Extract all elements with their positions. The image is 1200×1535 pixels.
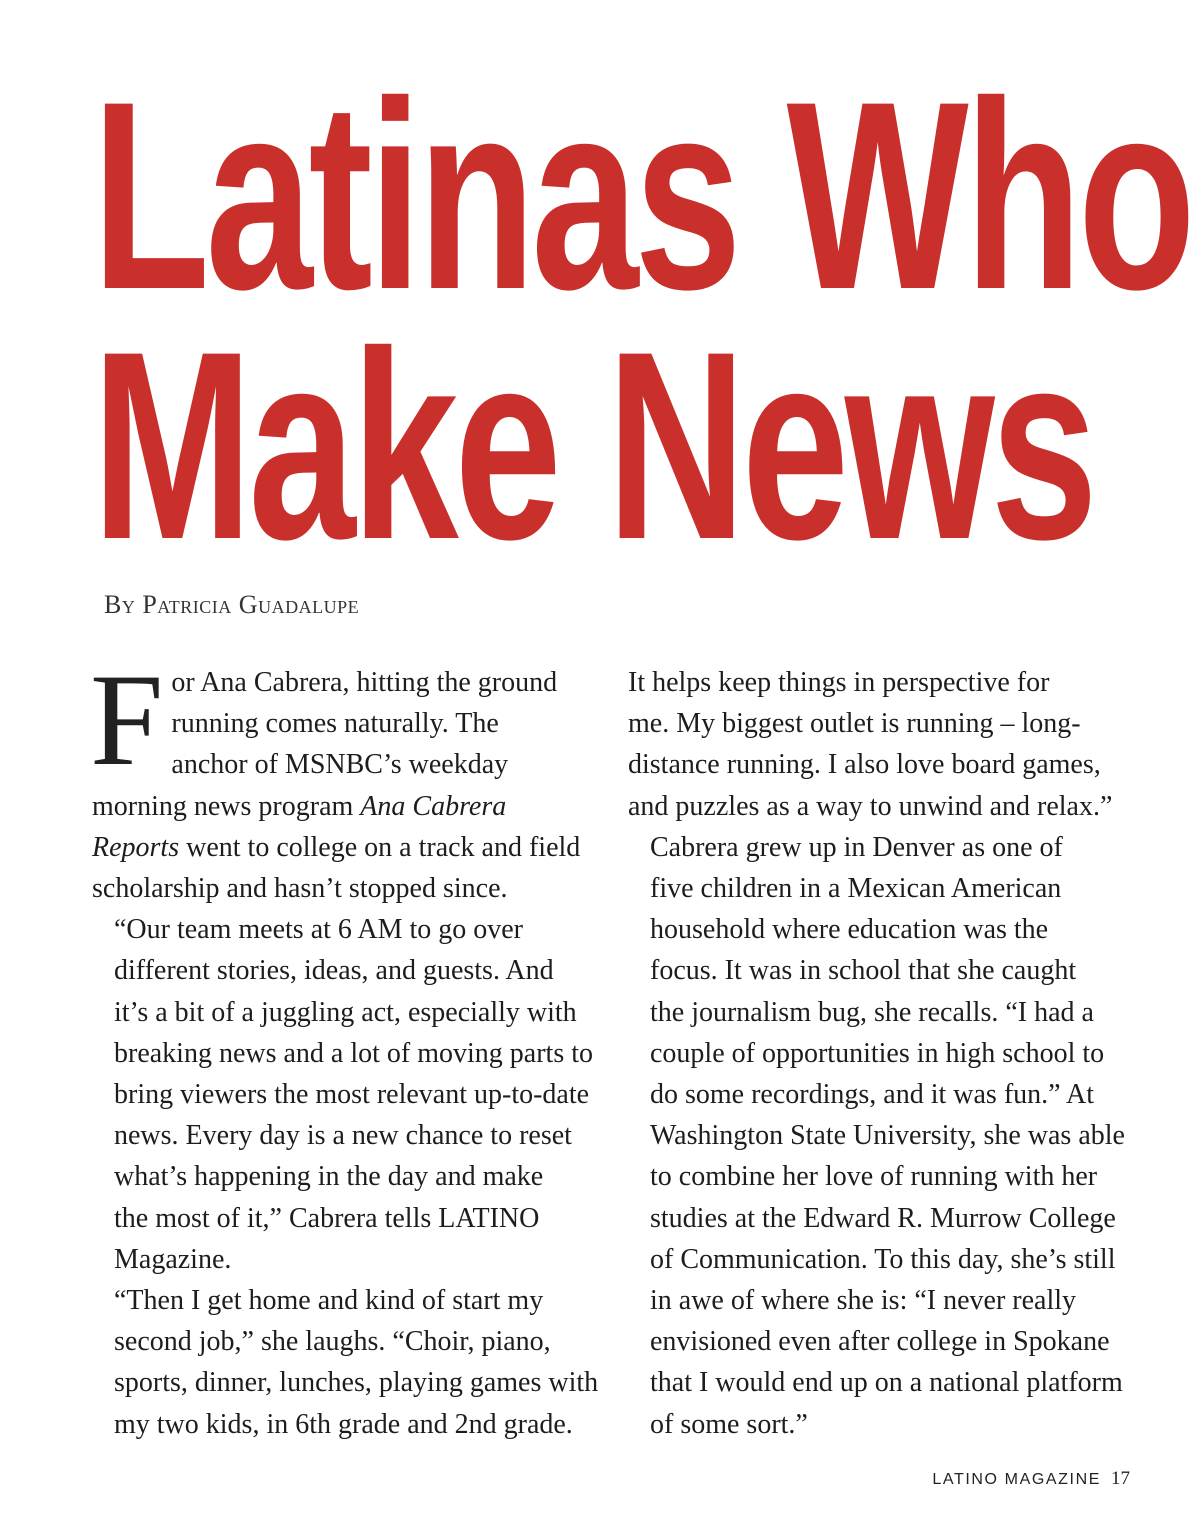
text-line: “Then I get home and kind of start my xyxy=(114,1285,544,1317)
text-line: what’s happening in the day and make xyxy=(114,1161,544,1193)
text-run: went to college on a track and field xyxy=(179,831,581,863)
text-line: it’s a bit of a juggling act, especially with xyxy=(114,996,577,1028)
text-line: breaking news and a lot of moving parts to xyxy=(114,1037,594,1069)
text-run: morning news program xyxy=(92,790,361,822)
text-line: household where education was the xyxy=(650,914,1049,946)
text-line: studies at the Edward R. Murrow College xyxy=(650,1202,1116,1234)
text-line: do some recordings, and it was fun.” At xyxy=(650,1079,1095,1111)
page-footer xyxy=(932,1468,1130,1490)
text-line: anchor of MSNBC’s weekday xyxy=(171,749,509,781)
article-column-left xyxy=(90,646,612,1445)
text-line: “Our team meets at 6 AM to go over xyxy=(114,914,524,946)
text-line: second job,” she laughs. “Choir, piano, xyxy=(114,1326,551,1358)
text-line: Magazine. xyxy=(114,1243,232,1275)
paragraph-4 xyxy=(628,662,1133,827)
text-line: Washington State University, she was able xyxy=(650,1120,1125,1152)
text-line: to combine her love of running with her xyxy=(650,1161,1098,1193)
text-line: and puzzles as a way to unwind and relax.” xyxy=(628,790,1113,822)
text-line: or Ana Cabrera, hitting the ground xyxy=(171,667,558,698)
paragraph-2 xyxy=(92,909,612,1280)
text-line: It helps keep things in perspective for xyxy=(628,667,1050,698)
drop-cap: F xyxy=(90,646,164,793)
text-line: different stories, ideas, and guests. And xyxy=(114,955,554,987)
text-line: envisioned even after college in Spokane xyxy=(650,1326,1110,1358)
paragraph-3 xyxy=(92,1280,612,1445)
text-line: of some sort.” xyxy=(650,1408,808,1440)
text-line: running comes naturally. The xyxy=(171,708,499,740)
page-number: 17 xyxy=(1111,1468,1130,1489)
paragraph-5 xyxy=(628,827,1133,1445)
byline: By Patricia Guadalupe xyxy=(104,590,360,619)
text-line: couple of opportunities in high school to xyxy=(650,1037,1105,1069)
text-line xyxy=(92,827,612,868)
text-line: Cabrera grew up in Denver as one of xyxy=(650,831,1063,863)
show-title: Reports xyxy=(92,831,180,863)
text-line: sports, dinner, lunches, playing games with xyxy=(114,1367,599,1399)
text-line: distance running. I also love board games, xyxy=(628,749,1101,781)
publication-name: LATINO MAGAZINE xyxy=(932,1471,1101,1488)
headline-line-1: Latinas Who xyxy=(92,45,1192,345)
text-line: in awe of where she is: “I never really xyxy=(650,1285,1077,1317)
text-line: me. My biggest outlet is running – long- xyxy=(628,708,1081,740)
text-line: scholarship and hasn’t stopped since. xyxy=(92,873,508,905)
text-line: focus. It was in school that she caught xyxy=(650,955,1077,987)
paragraph-1 xyxy=(90,646,612,909)
show-title: Ana Cabrera xyxy=(360,790,507,822)
text-line xyxy=(92,786,612,827)
text-line: five children in a Mexican American xyxy=(650,873,1062,905)
headline xyxy=(92,45,1192,595)
headline-line-2: Make News xyxy=(92,295,1094,595)
text-line: my two kids, in 6th grade and 2nd grade. xyxy=(114,1408,573,1440)
text-line: the journalism bug, she recalls. “I had a xyxy=(650,996,1094,1028)
text-line: bring viewers the most relevant up-to-date xyxy=(114,1079,590,1111)
text-line: that I would end up on a national platform xyxy=(650,1367,1123,1399)
article-column-right xyxy=(628,662,1133,1445)
text-line: of Communication. To this day, she’s still xyxy=(650,1243,1116,1275)
text-line: the most of it,” Cabrera tells LATINO xyxy=(114,1202,540,1234)
text-line: news. Every day is a new chance to reset xyxy=(114,1120,572,1152)
